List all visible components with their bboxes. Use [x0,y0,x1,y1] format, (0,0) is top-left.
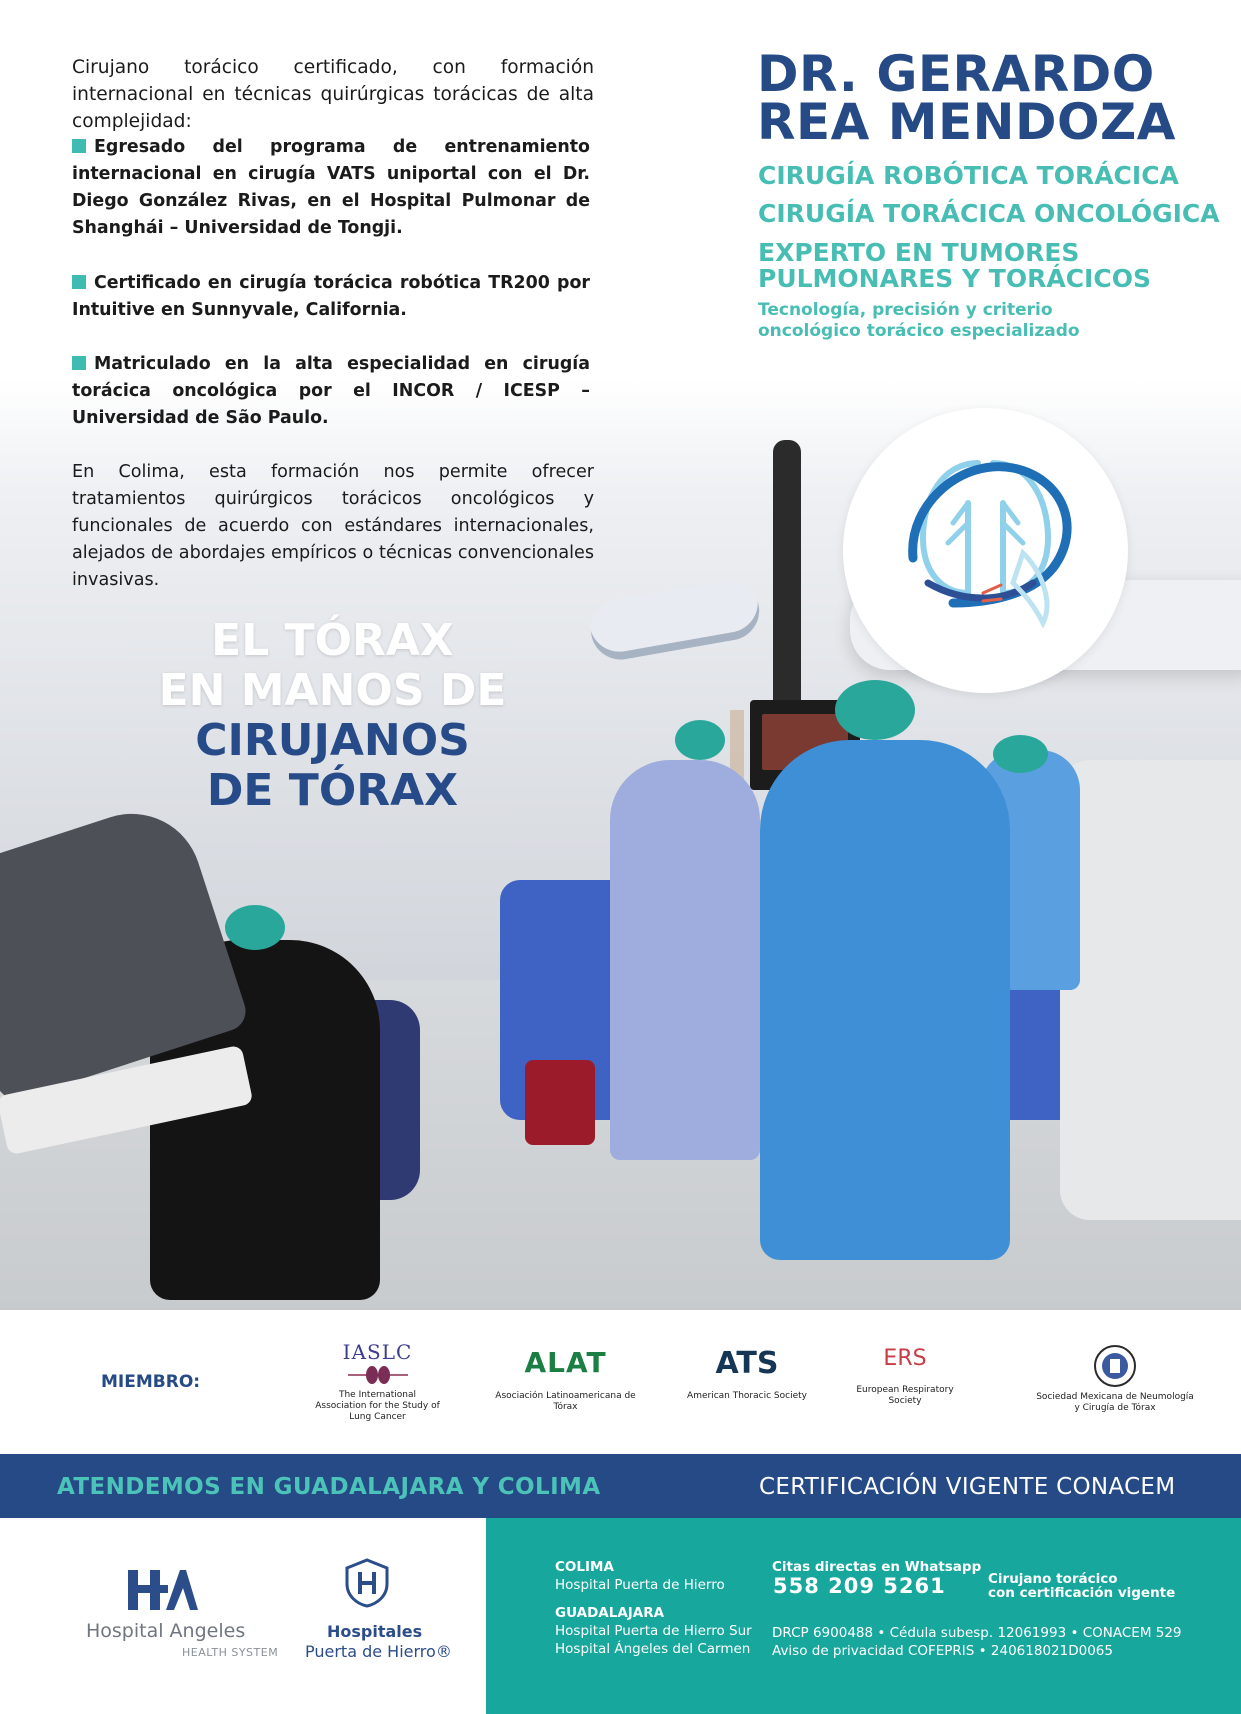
slogan-line: DE TÓRAX [206,765,459,816]
lungs-icon [348,1364,408,1386]
org-logo-text: IASLC [342,1340,413,1364]
org-iaslc [315,1340,440,1423]
puerta-de-hierro-line: Hospitales [327,1622,423,1641]
slogan-line: EN MANOS DE [158,665,507,716]
lungs-ribbon-icon [883,443,1088,648]
org-logo-text: ERS [883,1346,927,1371]
surgical-cap [835,680,915,740]
tagline [758,300,1080,342]
puerta-de-hierro-line: Puerta de Hierro® [305,1642,452,1661]
privacy-line: Aviso de privacidad COFEPRIS • 240618021D0065 [772,1643,1113,1659]
slogan [140,616,525,816]
org-ats [682,1346,812,1402]
slogan-line: EL TÓRAX [211,615,454,666]
whatsapp-label: Citas directas en Whatsapp [772,1559,982,1575]
org-name: The International Association for the Study of Lung Cancer [315,1390,440,1422]
specialty-line: PULMONARES Y TORÁCICOS [758,264,1151,293]
lungs-logo [843,408,1128,693]
hospital-angeles-sub: HEALTH SYSTEM [182,1646,279,1659]
specialty: CIRUGÍA ROBÓTICA TORÁCICA [758,161,1179,190]
doctor-name-line: REA MENDOZA [757,93,1176,151]
contact-panel [486,1518,1241,1714]
registration-line: DRCP 6900488 • Cédula subesp. 12061993 • CONACEM 529 [772,1625,1182,1641]
org-name: European Respiratory Society [856,1385,954,1406]
closing-text: En Colima, esta formación nos permite ofrecer tratamientos quirúrgicos torácicos oncológicos y funcionales de acuerdo con estándares internacionales, alejados de abordajes empíricos o técnicas convencionales invasivas. [72,462,594,590]
org-name: Asociación Latinoamericana de Tórax [495,1391,636,1412]
surgical-cap [675,720,725,760]
bullet-text: Certificado en cirugía torácica robótica TR200 por Intuitive en Sunnyvale, California. [72,273,590,320]
org-logo-text: ALAT [524,1346,607,1379]
locations-heading: ATENDEMOS EN GUADALAJARA Y COLIMA [57,1474,601,1500]
bullet-text: Egresado del programa de entrenamiento internacional en cirugía VATS uniportal con el Dr. Diego González Rivas, en el Hospital Pulmonar de Shanghái – Universidad de Tongji. [72,137,590,238]
location-strip [0,1454,1241,1518]
org-alat [483,1346,648,1413]
org-name: Sociedad Mexicana de Neumología y Cirugía de Tórax [1036,1392,1194,1413]
bullet-item [72,270,590,324]
hospital-logos [0,1518,486,1714]
specialty [758,240,1151,292]
surgical-cap [993,735,1048,773]
specialty-line: EXPERTO EN TUMORES [758,238,1080,267]
colima-label: COLIMA [555,1559,614,1575]
bullet-item [72,134,590,242]
doctor-name-line: DR. GERARDO [757,45,1155,103]
certification-heading: CERTIFICACIÓN VIGENTE CONACEM [759,1474,1176,1500]
surgical-cap [225,905,285,950]
guadalajara-hospital: Hospital Ángeles del Carmen [555,1641,751,1657]
members-label: MIEMBRO: [101,1372,201,1392]
org-ers [840,1346,970,1407]
slogan-line: CIRUJANOS [195,715,470,766]
members-band [0,1310,1241,1454]
tagline-line: Tecnología, precisión y criterio [758,300,1053,320]
certification-line: Cirujano torácico [988,1571,1118,1587]
surgeon-gown [610,760,760,1160]
org-name: American Thoracic Society [687,1391,807,1401]
surgical-robot [1060,760,1241,1220]
bullet-item [72,351,590,432]
hospital-angeles-logo-icon [128,1570,198,1610]
specialty: CIRUGÍA TORÁCICA ONCOLÓGICA [758,199,1220,228]
puerta-de-hierro-shield-icon [345,1558,389,1608]
doctor-name [757,45,1176,151]
org-smnyct [1035,1344,1195,1414]
guadalajara-hospital: Hospital Puerta de Hierro Sur [555,1623,752,1639]
certification-line: con certificación vigente [988,1585,1176,1601]
square-bullet-icon [72,356,86,370]
org-logo-text: ATS [715,1346,779,1381]
surgical-lamp [586,576,764,665]
tagline-line: oncológico torácico especializado [758,321,1080,341]
square-bullet-icon [72,139,86,153]
guadalajara-label: GUADALAJARA [555,1605,665,1621]
colima-hospital: Hospital Puerta de Hierro [555,1577,725,1593]
intro-text: Cirujano torácico certificado, con formación internacional en técnicas quirúrgicas torácicas de alta complejidad: [72,57,594,132]
bullet-text: Matriculado en la alta especialidad en cirugía torácica oncológica por el INCOR / ICESP – Universidad de São Paulo. [72,354,590,428]
hospital-angeles-name: Hospital Angeles [86,1620,246,1642]
whatsapp-phone[interactable]: 558 209 5261 [773,1574,946,1598]
society-seal-icon [1093,1344,1137,1388]
waste-bin [525,1060,595,1145]
surgeon-center [760,740,1010,1260]
square-bullet-icon [72,275,86,289]
